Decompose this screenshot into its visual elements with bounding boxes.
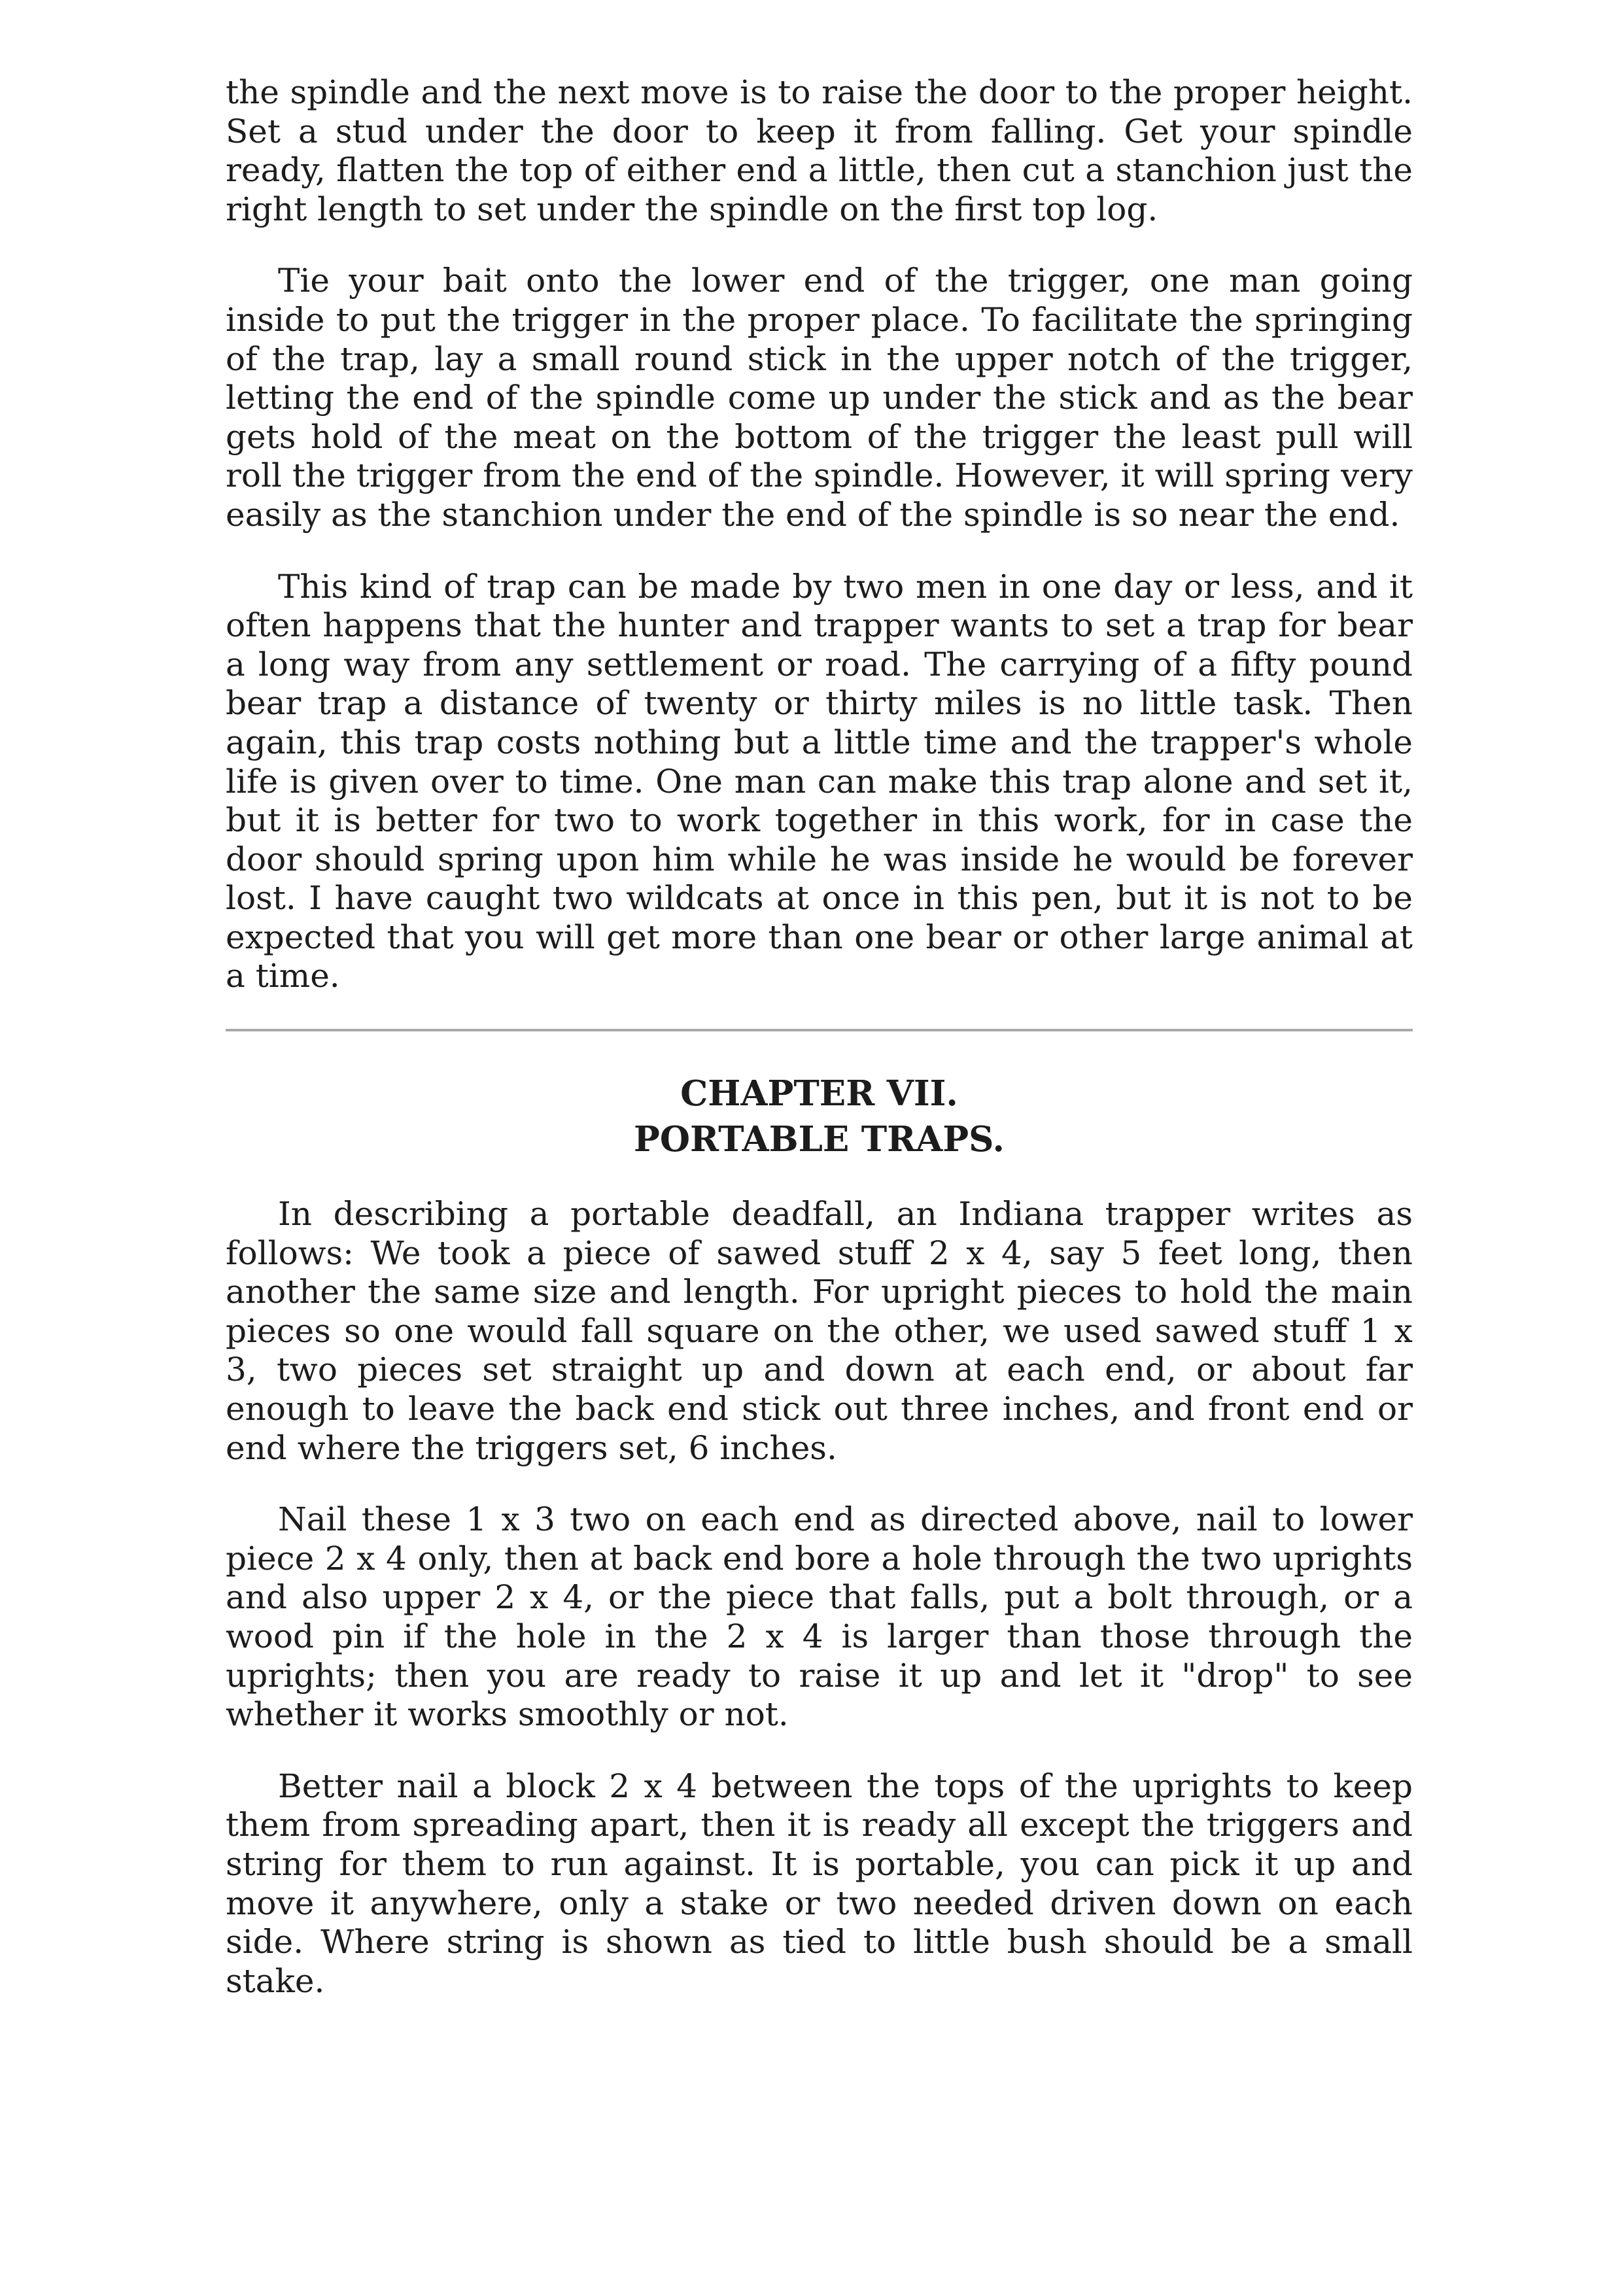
chapter-number: CHAPTER VII. — [680, 1073, 958, 1114]
chapter-heading — [226, 1071, 1413, 1162]
paragraph: In describing a portable deadfall, an Indiana trapper writes as follows: We took a piece of sawed stuff 2 x 4, say 5 feet long, then another the same size and length. For upright pieces to hold the main pieces so one would fall square on the other, we used sawed stuff 1 x 3, two pieces set straight up and down at each end, or about far enough to leave the back end stick out three inches, and front end or end where the triggers set, 6 inches. — [226, 1195, 1413, 1467]
chapter-title: PORTABLE TRAPS. — [633, 1119, 1005, 1160]
document-page — [226, 73, 1413, 2033]
paragraph: Better nail a block 2 x 4 between the tops of the uprights to keep them from spreading apart, then it is ready all except the triggers and string for them to run against. It is portable, you can pick it up and move it anywhere, only a stake or two needed driven down on each side. Where string is shown as tied to little bush should be a small stake. — [226, 1767, 1413, 2000]
paragraph: This kind of trap can be made by two men in one day or less, and it often happens that the hunter and trapper wants to set a trap for bear a long way from any settlement or road. The carrying of a fifty pound bear trap a distance of twenty or thirty miles is no little task. Then again, this trap costs nothing but a little time and the trapper's whole life is given over to time. One man can make this trap alone and set it, but it is better for two to work together in this work, for in case the door should spring upon him while he was inside he would be forever lost. I have caught two wildcats at once in this pen, but it is not to be expected that you will get more than one bear or other large animal at a time. — [226, 567, 1413, 995]
section-divider — [226, 1029, 1413, 1031]
paragraph: Nail these 1 x 3 two on each end as directed above, nail to lower piece 2 x 4 only, then at back end bore a hole through the two uprights and also upper 2 x 4, or the piece that falls, put a bolt through, or a wood pin if the hole in the 2 x 4 is larger than those through the uprights; then you are ready to raise it up and let it "drop" to see whether it works smoothly or not. — [226, 1500, 1413, 1734]
paragraph: Tie your bait onto the lower end of the trigger, one man going inside to put the trigger in the proper place. To facilitate the springing of the trap, lay a small round stick in the upper notch of the trigger, letting the end of the spindle come up under the stick and as the bear gets hold of the meat on the bottom of the trigger the least pull will roll the trigger from the end of the spindle. However, it will spring very easily as the stanchion under the end of the spindle is so near the end. — [226, 262, 1413, 534]
paragraph: the spindle and the next move is to raise the door to the proper height. Set a stud under the door to keep it from falling. Get your spindle ready, flatten the top of either end a little, then cut a stanchion just the right length to set under the spindle on the first top log. — [226, 73, 1413, 228]
